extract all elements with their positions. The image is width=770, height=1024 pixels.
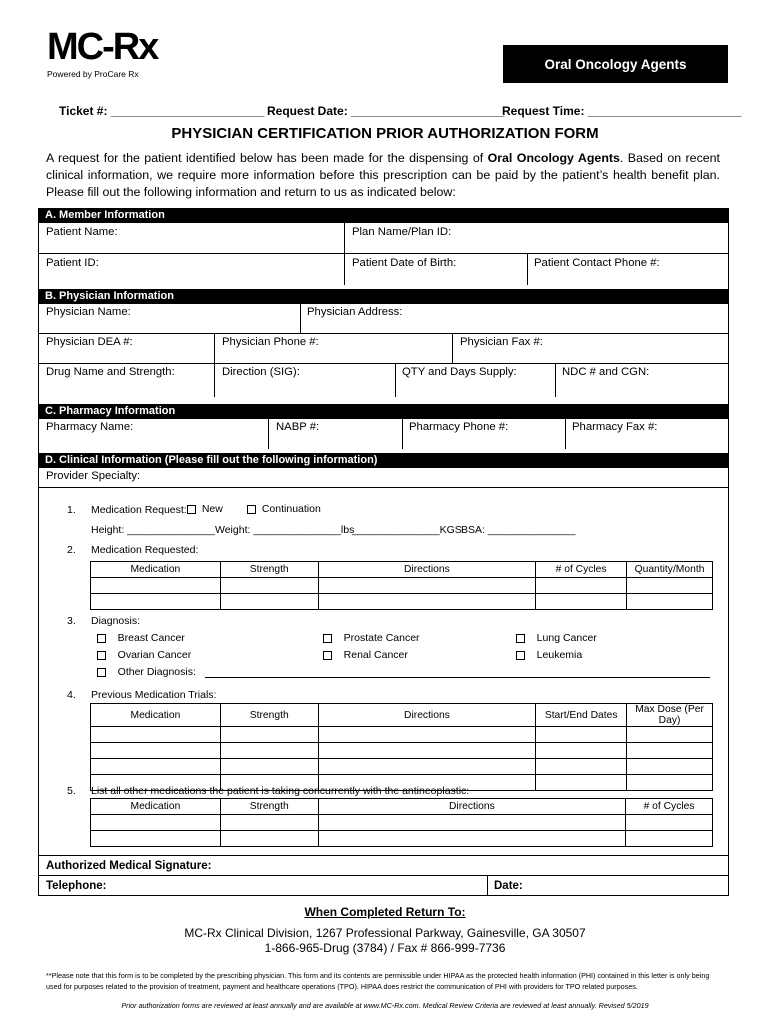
height-field[interactable]: Height: _______________ — [91, 524, 215, 536]
q5-number: 5. — [67, 785, 76, 797]
table-header: # of Cycles — [536, 562, 627, 578]
bsa-field[interactable]: BSA: _______________ — [461, 524, 576, 536]
nabp-field[interactable]: NABP #: — [276, 421, 320, 433]
pharmacy-name-field[interactable]: Pharmacy Name: — [46, 421, 134, 433]
lung-cancer-checkbox[interactable]: Lung Cancer — [516, 632, 597, 644]
section-c-header: C. Pharmacy Information — [38, 404, 729, 419]
provider-specialty-field[interactable]: Provider Specialty: — [46, 470, 141, 482]
leukemia-checkbox[interactable]: Leukemia — [516, 649, 582, 661]
q4-number: 4. — [67, 689, 76, 701]
intro-drug-class: Oral Oncology Agents — [487, 151, 620, 165]
section-b-header: B. Physician Information — [38, 289, 729, 304]
table-header: Medication — [91, 562, 221, 578]
prostate-cancer-checkbox[interactable]: Prostate Cancer — [323, 632, 420, 644]
return-address: MC-Rx Clinical Division, 1267 Professional Parkway, Gainesville, GA 30507 — [184, 926, 586, 940]
ticket-field[interactable]: Ticket #: _______________________ — [59, 104, 265, 118]
q1-number: 1. — [67, 504, 76, 516]
request-date-field[interactable]: Request Date: _______________________ — [267, 104, 505, 118]
signature-field[interactable]: Authorized Medical Signature: — [46, 860, 212, 872]
table-header: Strength — [220, 704, 318, 727]
patient-name-field[interactable]: Patient Name: — [46, 226, 118, 238]
qty-days-field[interactable]: QTY and Days Supply: — [402, 366, 517, 378]
weight-field[interactable]: Weight: _______________lbs — [215, 524, 355, 536]
table-header: Strength — [220, 562, 318, 578]
return-heading: When Completed Return To: — [304, 905, 466, 919]
direction-sig-field[interactable]: Direction (SIG): — [222, 366, 300, 378]
table-header: Directions — [318, 799, 625, 815]
form-title: PHYSICIAN CERTIFICATION PRIOR AUTHORIZATION FORM — [171, 125, 599, 142]
medication-requested-label: Medication Requested: — [91, 544, 199, 556]
patient-dob-field[interactable]: Patient Date of Birth: — [352, 257, 457, 269]
revision-note: Prior authorization forms are reviewed at least annually and are available at www.MC-Rx.com. Medical Review Criteria are reviewed at least annually. Revised 5/2019 — [121, 1001, 649, 1010]
patient-phone-field[interactable]: Patient Contact Phone #: — [534, 257, 660, 269]
logo-powered-by: Powered by ProCare Rx — [47, 69, 139, 79]
physician-address-field[interactable]: Physician Address: — [307, 306, 403, 318]
section-a-header: A. Member Information — [38, 208, 729, 223]
q3-number: 3. — [67, 615, 76, 627]
table-row[interactable] — [91, 578, 713, 594]
physician-name-field[interactable]: Physician Name: — [46, 306, 131, 318]
table-row[interactable] — [91, 831, 713, 847]
continuation-checkbox[interactable]: Continuation — [247, 503, 321, 515]
patient-id-field[interactable]: Patient ID: — [46, 257, 99, 269]
physician-fax-field[interactable]: Physician Fax #: — [460, 336, 543, 348]
table-header: Quantity/Month — [627, 562, 713, 578]
kgs-field[interactable]: _______________KGS — [352, 524, 462, 536]
concurrent-meds-table — [90, 798, 713, 847]
section-d-header: D. Clinical Information (Please fill out the following information) — [38, 453, 729, 468]
table-row[interactable] — [91, 759, 713, 775]
table-header: Medication — [91, 799, 221, 815]
concurrent-meds-label: List all other medications the patient is taking concurrently with the antineoplastic: — [91, 785, 470, 797]
table-header: Start/End Dates — [536, 704, 627, 727]
drug-name-field[interactable]: Drug Name and Strength: — [46, 366, 175, 378]
hipaa-disclaimer: **Please note that this form is to be completed by the prescribing physician. This form and its contents are permissible under HIPAA as the protected health information (PHI) contained in this letter is only being used for purposes related to the provision of treatment, payment and healthcare operations (TPO). HIPAA does restrict the communication of PHI with providers for TPO related purposes. — [46, 971, 710, 991]
date-field[interactable]: Date: — [494, 880, 523, 892]
table-header: Strength — [220, 799, 318, 815]
physician-phone-field[interactable]: Physician Phone #: — [222, 336, 319, 348]
medication-requested-table — [90, 561, 713, 610]
diagnosis-label: Diagnosis: — [91, 615, 141, 627]
renal-cancer-checkbox[interactable]: Renal Cancer — [323, 649, 408, 661]
table-header: Medication — [91, 704, 221, 727]
table-header: Max Dose (Per Day) — [627, 704, 713, 727]
table-row[interactable] — [91, 743, 713, 759]
previous-trials-table — [90, 703, 713, 791]
table-row[interactable] — [91, 815, 713, 831]
new-checkbox[interactable]: New — [187, 503, 223, 515]
previous-trials-label: Previous Medication Trials: — [91, 689, 217, 701]
other-diagnosis-checkbox[interactable]: Other Diagnosis: — [97, 666, 196, 678]
medication-request-label: Medication Request: — [91, 504, 187, 516]
q2-number: 2. — [67, 544, 76, 556]
table-row[interactable] — [91, 594, 713, 610]
mc-rx-logo: MC-Rx — [47, 26, 158, 68]
ovarian-cancer-checkbox[interactable]: Ovarian Cancer — [97, 649, 191, 661]
intro-paragraph: A request for the patient identified below has been made for the dispensing of Oral Oncology Agents. Based on recent clinical information, we require more information before this prescription can be paid by the patient’s health benefit plan. Please fill out the following information and return to us as indicated below: — [46, 151, 720, 199]
table-header: Directions — [318, 704, 536, 727]
pharmacy-phone-field[interactable]: Pharmacy Phone #: — [409, 421, 509, 433]
table-header: Directions — [318, 562, 536, 578]
breast-cancer-checkbox[interactable]: Breast Cancer — [97, 632, 185, 644]
return-phone-fax: 1-866-965-Drug (3784) / Fax # 866-999-7736 — [264, 941, 506, 955]
telephone-field[interactable]: Telephone: — [46, 880, 107, 892]
physician-dea-field[interactable]: Physician DEA #: — [46, 336, 133, 348]
request-time-field[interactable]: Request Time: _______________________ — [502, 104, 742, 118]
table-header: # of Cycles — [626, 799, 713, 815]
table-row[interactable] — [91, 727, 713, 743]
other-diagnosis-line[interactable] — [205, 677, 710, 678]
plan-id-field[interactable]: Plan Name/Plan ID: — [352, 226, 452, 238]
ndc-cgn-field[interactable]: NDC # and CGN: — [562, 366, 650, 378]
pharmacy-fax-field[interactable]: Pharmacy Fax #: — [572, 421, 658, 433]
form-category-banner: Oral Oncology Agents — [503, 45, 728, 83]
